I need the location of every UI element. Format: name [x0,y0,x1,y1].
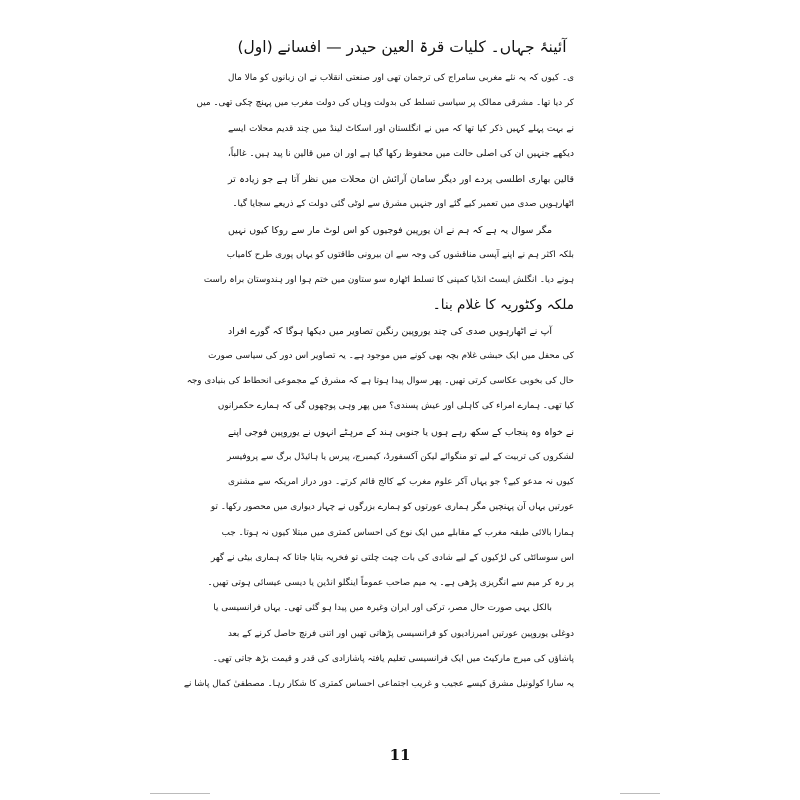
text-line: حال کی بخوبی عکاسی کرتی تھیں۔ پھر سوال پیدا ہوتا ہے کہ مشرق کے مجموعی انحطاط کی بنیادی وجہ [186,376,574,386]
text-line: ہمارا بالائی طبقہ مغرب کے مقابلے میں ایک نوع کی احساس کمتری میں مبتلا کیوں نہ ہوتا۔ جب [221,527,574,538]
text-line: یہ سارا کولونیل مشرق کیسے عجیب و غریب اجتماعی احساس کمتری کا شکار رہا۔ مصطفیٰ کمال پاشا نے [183,679,574,689]
text-line: نے بہت پہلے کہیں ذکر کیا تھا کہ میں نے انگلستان اور اسکاٹ لینڈ میں چند قدیم محلات ایسے [228,123,574,134]
paragraph [183,596,574,697]
text-line: دوغلی یوروپین عورتیں امیرزادیوں کو فرانسیسی پڑھاتی تھیں اور اتنی فرنچ حاصل کرنے کے بعد [228,628,574,639]
running-header: آئینۂ جہاں۔ کلیات قرۃ العین حیدر — افسانے (اول) [237,38,567,56]
text-line: بلکہ اکثر ہم نے اپنے آپسی مناقشوں کی وجہ سے ان بیرونی طاقتوں کو یہاں پوری طرح کامیاب [226,249,574,260]
text-line: نے خواہ وہ پنجاب کے سکھ رہے ہوں یا جنوبی ہند کے مرہٹے انہوں نے یوروپین فوجی اپنے [228,426,574,438]
text-line: پاشاؤں کی میرج مارکیٹ میں ایک فرانسیسی تعلیم یافتہ پاشازادی کی قدر و قیمت بڑھ جاتی تھی۔ [212,653,574,664]
paragraph [186,319,574,597]
page-number: 11 [389,746,411,764]
text-line: دیکھے جنہیں ان کی اصلی حالت میں محفوظ رکھا گیا ہے اور ان میں قالین نا پید ہیں۔ غالباً، [227,148,574,159]
text-line: قالین بھاری اطلسی پردے اور دیگر سامان آرائش ان محلات میں نظر آتا ہے جو زیادہ تر [228,174,574,185]
text-line: آپ نے اٹھارہویں صدی کی چند یوروپین رنگین تصاویر میں دیکھا ہوگا کہ گورے افراد [228,325,552,337]
paragraph [196,66,574,218]
text-line: لشکروں کی تربیت کے لیے تو منگوائے لیکن آکسفورڈ، کیمبرج، پیرس یا ہائیڈل برگ سے پروفیسر [226,451,574,462]
text-line: کیوں نہ مدعو کیے؟ جو یہاں آکر علوم مغرب کے کالج قائم کرتے۔ دور دراز امریکہ سے مشنری [228,477,574,487]
text-line: اٹھارہویں صدی میں تعمیر کیے گئے اور جنہیں مشرق سے لوٹی گئی دولت کے ذریعے سجایا گیا۔ [232,199,574,210]
text-line: پر رہ کر میم سے انگریزی پڑھی ہے۔ یہ میم صاحب عموماً اینگلو انڈین یا دیسی عیسائی ہوتی تھیں۔ [207,578,574,588]
text-line: کیا تھی۔ ہمارے امراء کی کاہلی اور عیش پسندی؟ میں پھر وہی پوچھوں گی کہ ہمارے حکمرانوں [217,401,574,412]
text-line: عورتیں یہاں آن پہنچیں مگر ہماری عورتوں کو ہمارے بزرگوں نے چہار دیواری میں محصور رکھا۔ تو [210,502,574,513]
text-line: مگر سوال یہ ہے کہ ہم نے ان یورپین فوجیوں کو اس لوٹ مار سے روکا کیوں نہیں [228,224,552,236]
text-line: ی۔ کیوں کہ یہ نئے مغربی سامراج کی ترجمان تھی اور صنعتی انقلاب نے ان زبانوں کو مالا مال [228,73,574,83]
text-line: کی محفل میں ایک حبشی غلام بچہ بھی کونے میں موجود ہے۔ یہ تصاویر اس دور کی سیاسی صورت [208,350,574,361]
text-line: اس سوسائٹی کی لڑکیوں کے لیے شادی کی بات چیت چلتی تو فخریہ بتایا جاتا کہ ہماری بیٹی نے گھر [211,552,574,563]
text-line: ہونے دیا۔ انگلش ایسٹ انڈیا کمپنی کا تسلط اٹھارہ سو ستاون میں ختم ہوا اور ہندوستان براہ راست [203,275,574,285]
paragraph [203,218,574,319]
body-text [183,66,574,697]
scan-artifact [150,793,210,794]
text-line: ملکہ وکٹوریہ کا غلام بنا۔ [432,297,574,314]
text-line: کر دیا تھا۔ مشرقی ممالک پر سیاسی تسلط کی بدولت وہاں کی دولت مغرب میں پہنچ چکی تھی۔ میں [196,98,574,109]
scan-artifact [620,793,660,794]
text-line: بالکل یہی صورت حال مصر، ترکی اور ایران وغیرہ میں پیدا ہو گئی تھی۔ یہاں فرانسیسی یا [213,603,552,614]
